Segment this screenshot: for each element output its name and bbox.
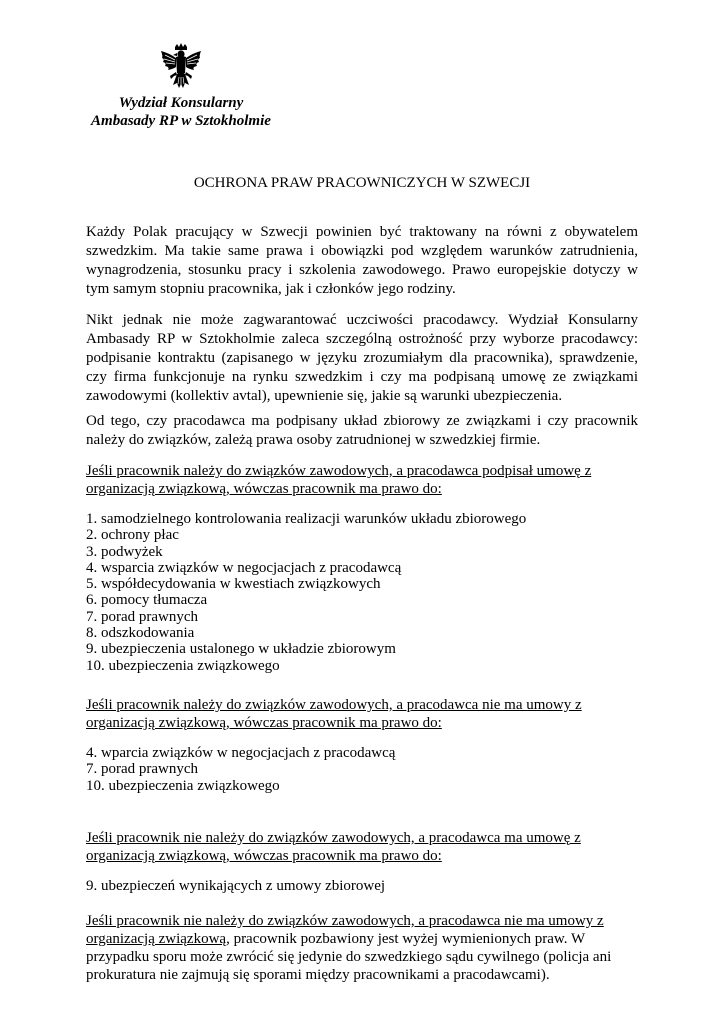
intro-paragraph-2: Nikt jednak nie może zagwarantować uczciwości pracodawcy. Wydział Konsularny Ambasady RP w Sztokholmie zaleca szczególną ostrożność przy wyborze pracodawcy: podpisanie kontraktu (zapisanego w języku zrozumiałym dla pracownika), sprawdzenie, czy firma funkcjonuje na rynku szwedzkim i czy ma podpisaną umowę ze związkami zawodowymi (kollektiv avtal), upewnienie się, jakie są warunki ubezpieczenia.: [86, 312, 638, 404]
list-item: 4. wparcia związków w negocjacjach z pracodawcą: [86, 745, 396, 761]
final-line-3: przypadku sporu może zwrócić się jedynie do szwedzkiego sądu cywilnego (policja ani: [86, 949, 612, 965]
list-item: 5. współdecydowania w kwestiach związkowych: [86, 576, 381, 593]
case-1-heading-line-1: Jeśli pracownik należy do związków zawodowych, a pracodawca podpisał umowę z: [86, 463, 592, 479]
case-2-heading-line-1: Jeśli pracownik należy do związków zawodowych, a pracodawca nie ma umowy z: [86, 697, 582, 713]
list-item: 3. podwyżek: [86, 543, 163, 560]
list-item: 6. pomocy tłumacza: [86, 592, 208, 609]
case-2-heading-line-2: organizacją związkową, wówczas pracownik ma prawo do:: [86, 715, 442, 731]
final-line-4: prokuratura nie zajmują się sporami między pracownikami a pracodawcami).: [86, 967, 550, 983]
list-item: 10. ubezpieczenia związkowego: [86, 777, 280, 794]
list-item: 10. ubezpieczenia związkowego: [86, 657, 280, 674]
intro-paragraph-1: Każdy Polak pracujący w Szwecji powinien być traktowany na równi z obywatelem szwedzkim. Ma takie same prawa i obowiązki pod względem warunków zatrudnienia, wynagrodzenia, stosunku pracy i szkolenia zawodowego. Prawo europejskie dotyczy w tym samym stopniu pracownika, jak i członków jego rodziny.: [86, 224, 638, 297]
case-1-rights-list: [86, 511, 526, 674]
list-item: 8. odszkodowania: [86, 625, 195, 642]
list-item: 7. porad prawnych: [86, 608, 199, 625]
page-title: OCHRONA PRAW PRACOWNICZYCH W SZWECJI: [193, 175, 531, 191]
list-item: 1. samodzielnego kontrolowania realizacji warunków układu zbiorowego: [86, 511, 527, 527]
case-3-heading-line-1: Jeśli pracownik nie należy do związków zawodowych, a pracodawca ma umowę z: [86, 830, 581, 846]
intro-paragraph-3: Od tego, czy pracodawca ma podpisany układ zbiorowy ze związkami i czy pracownik należy do związków, zależą prawa osoby zatrudnionej w szwedzkiej firmie.: [86, 413, 638, 448]
list-item: 7. porad prawnych: [86, 761, 199, 778]
list-item: 2. ochrony płac: [86, 527, 179, 544]
list-item: 4. wsparcia związków w negocjacjach z pracodawcą: [86, 559, 402, 576]
final-line-2-underlined: organizacją związkową: [86, 931, 227, 947]
case-1-heading-line-2: organizacją związkową, wówczas pracownik ma prawo do:: [86, 481, 442, 497]
case-3-heading-line-2: organizacją związkową, wówczas pracownik ma prawo do:: [86, 848, 442, 864]
final-line-2-rest: , pracownik pozbawiony jest wyżej wymienionych praw. W: [226, 931, 586, 947]
consular-department-label: Wydział Konsularny: [118, 95, 244, 111]
final-heading-line-1: Jeśli pracownik nie należy do związków zawodowych, a pracodawca nie ma umowy z: [86, 913, 604, 929]
case-2-rights-list: [86, 745, 395, 794]
embassy-label: Ambasady RP w Sztokholmie: [91, 113, 271, 129]
final-line-2: [86, 930, 585, 949]
polish-eagle-emblem-icon: [159, 43, 203, 91]
case-3-rights-list: [86, 878, 385, 894]
list-item: 9. ubezpieczenia ustalonego w układzie zbiorowym: [86, 641, 396, 658]
list-item: 9. ubezpieczeń wynikających z umowy zbiorowej: [86, 878, 386, 894]
